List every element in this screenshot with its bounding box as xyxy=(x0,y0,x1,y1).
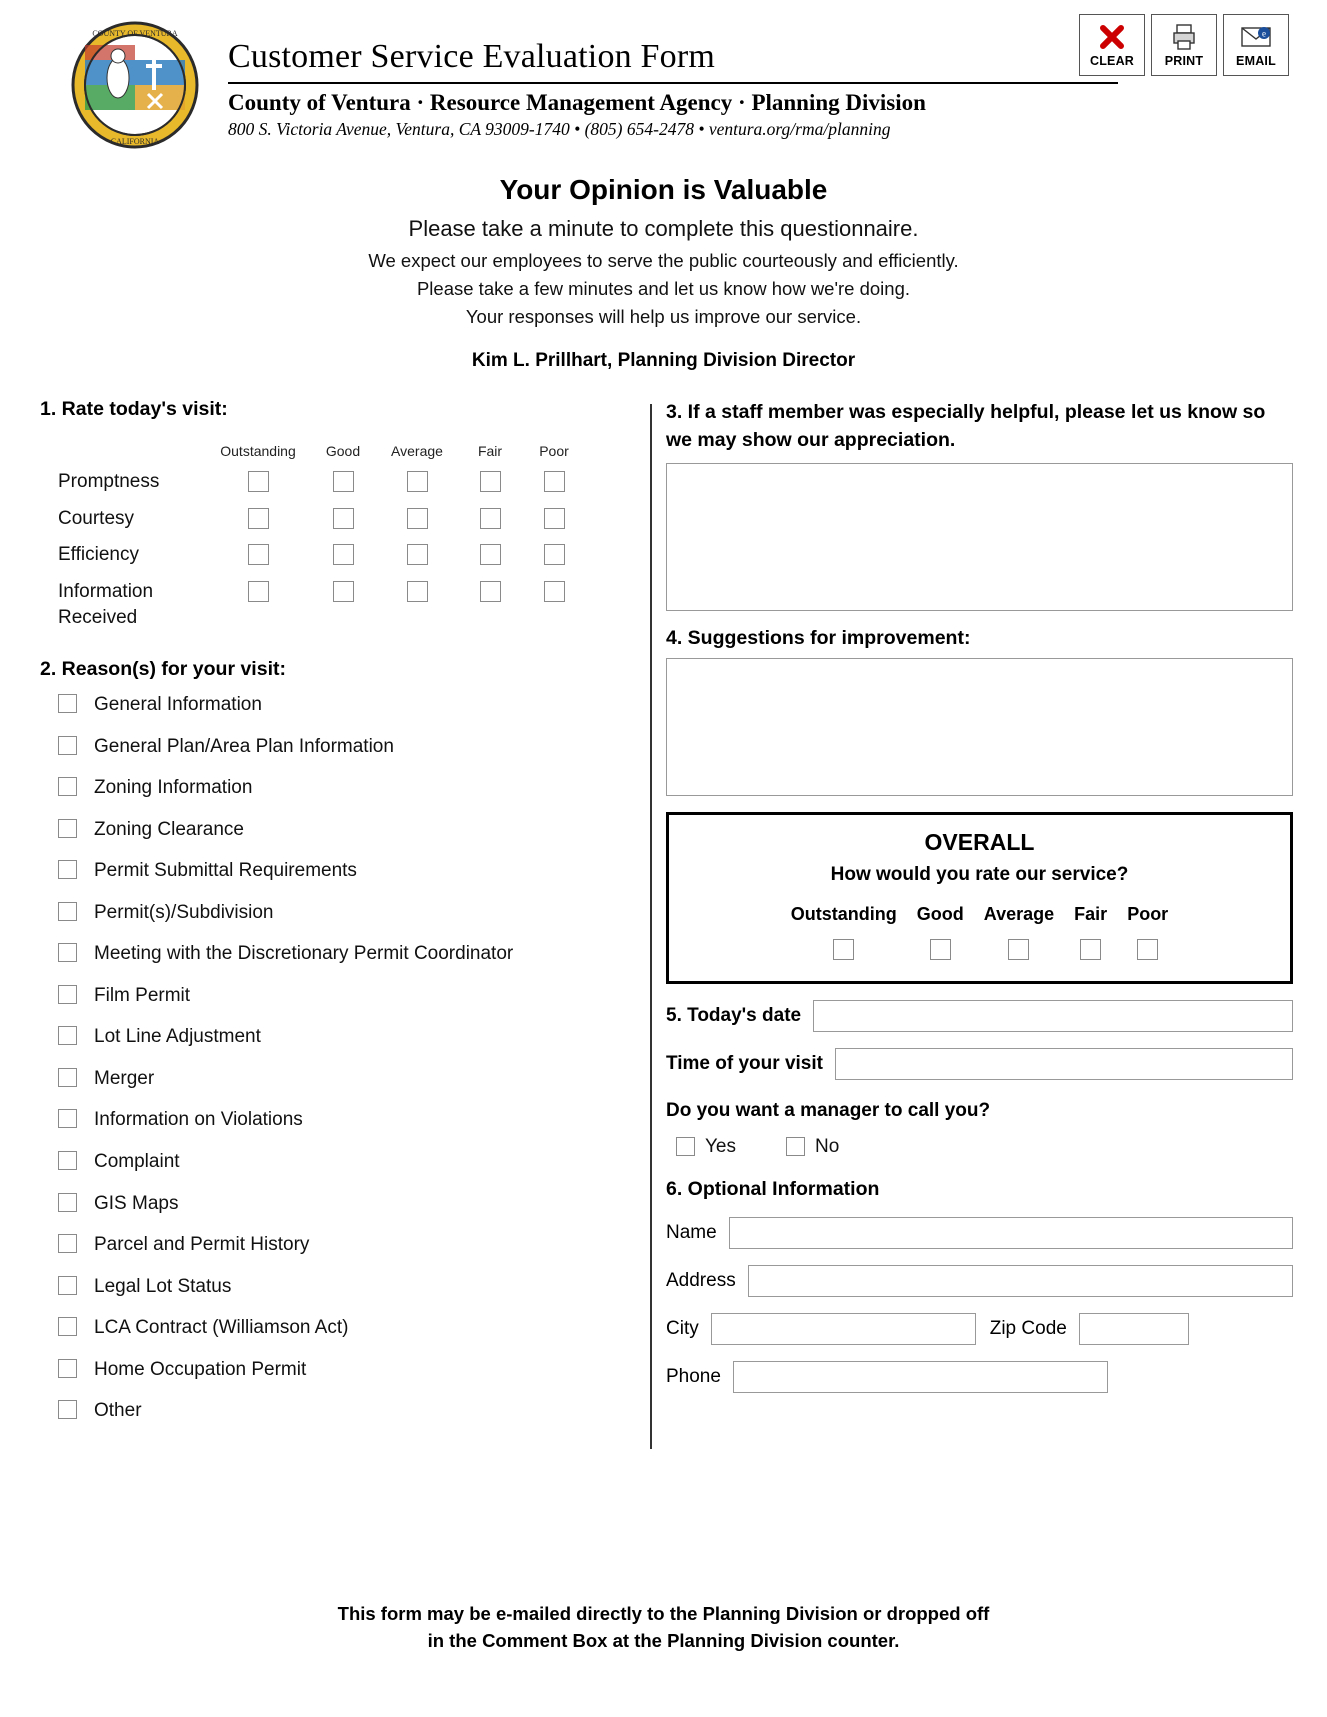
q4-title: 4. Suggestions for improvement: xyxy=(666,626,971,649)
rating-cell[interactable] xyxy=(208,506,308,529)
q2-section xyxy=(40,658,632,1425)
q1-title: 1. Rate today's visit: xyxy=(40,398,228,420)
rating-scale-outstanding: Outstanding xyxy=(220,443,296,459)
address-input[interactable] xyxy=(748,1265,1293,1297)
print-button[interactable] xyxy=(1151,14,1217,76)
date-row xyxy=(666,1000,1293,1032)
envelope-icon xyxy=(1241,20,1271,54)
overall-option-fair[interactable] xyxy=(1064,904,1117,965)
manager-call-yes[interactable] xyxy=(666,1136,736,1158)
rating-scale-header xyxy=(208,443,632,459)
checkbox-courtesy-average[interactable] xyxy=(407,508,428,529)
reason-merger[interactable] xyxy=(58,1065,632,1093)
director-name: Kim L. Prillhart, Planning Division Director xyxy=(471,350,856,371)
svg-text:CALIFORNIA: CALIFORNIA xyxy=(110,137,160,146)
checkbox-courtesy-good[interactable] xyxy=(333,508,354,529)
reason-label: Legal Lot Status xyxy=(94,1275,232,1297)
rating-scale-good: Good xyxy=(325,443,361,459)
date-label: 5. Today's date xyxy=(666,1004,802,1026)
reason-label: Film Permit xyxy=(94,984,191,1006)
checkbox-information-good[interactable] xyxy=(333,581,354,602)
checkbox-film-permit[interactable] xyxy=(58,985,77,1004)
intro-heading: Your Opinion is Valuable xyxy=(499,174,828,205)
rating-cell[interactable] xyxy=(308,579,378,602)
rating-cell[interactable] xyxy=(208,469,308,492)
manager-call-no-label: No xyxy=(815,1135,840,1157)
email-button[interactable] xyxy=(1223,14,1289,76)
name-row xyxy=(666,1217,1293,1249)
manager-call-yes-label: Yes xyxy=(705,1135,736,1157)
overall-option-good[interactable] xyxy=(907,904,974,965)
reason-legal-lot-status[interactable] xyxy=(58,1273,632,1301)
checkbox-efficiency-fair[interactable] xyxy=(480,544,501,565)
rating-cell[interactable] xyxy=(308,542,378,565)
intro-line-2: Please take a few minutes and let us know how we're doing. xyxy=(416,278,911,299)
rating-cell[interactable] xyxy=(456,579,524,602)
reason-label: Information on Violations xyxy=(94,1109,303,1131)
email-button-label: EMAIL xyxy=(1236,54,1276,68)
checkbox-other[interactable] xyxy=(58,1400,77,1419)
reason-label: Lot Line Adjustment xyxy=(94,1026,261,1048)
reason-label: Meeting with the Discretionary Permit Coordinator xyxy=(94,943,514,965)
reason-information-on-violations[interactable] xyxy=(58,1106,632,1134)
checkbox-general-information[interactable] xyxy=(58,694,77,713)
page-header xyxy=(0,0,1327,150)
left-column xyxy=(40,398,650,1449)
clear-button-label: CLEAR xyxy=(1089,54,1135,68)
print-button-label: PRINT xyxy=(1164,54,1204,68)
reason-label: GIS Maps xyxy=(94,1192,179,1214)
rating-cell[interactable] xyxy=(208,542,308,565)
reason-label: Permit Submittal Requirements xyxy=(94,860,357,882)
checkbox-manager-call-yes[interactable] xyxy=(676,1137,695,1156)
agency-line: County of Ventura · Resource Management Agency · Planning Division xyxy=(228,90,926,115)
city-input[interactable] xyxy=(711,1313,976,1345)
rating-cell[interactable] xyxy=(456,469,524,492)
overall-scale xyxy=(679,904,1280,965)
reason-general-information[interactable] xyxy=(58,691,632,719)
reason-label: Merger xyxy=(94,1067,155,1089)
q3-title: 3. If a staff member was especially helpful, please let us know so we may show our appreciation. xyxy=(666,401,1266,452)
overall-option-poor[interactable] xyxy=(1117,904,1178,965)
reason-label: LCA Contract (Williamson Act) xyxy=(94,1317,349,1339)
checkbox-overall-average[interactable] xyxy=(1008,939,1029,960)
overall-label-outstanding: Outstanding xyxy=(790,903,897,924)
reason-film-permit[interactable] xyxy=(58,982,632,1010)
footer-line-2: in the Comment Box at the Planning Division counter. xyxy=(427,1630,900,1652)
checkbox-efficiency-average[interactable] xyxy=(407,544,428,565)
rating-cell[interactable] xyxy=(208,579,308,602)
svg-text:COUNTY OF VENTURA: COUNTY OF VENTURA xyxy=(92,29,178,38)
name-input[interactable] xyxy=(729,1217,1293,1249)
checkbox-efficiency-poor[interactable] xyxy=(544,544,565,565)
checkbox-complaint[interactable] xyxy=(58,1151,77,1170)
rating-cell[interactable] xyxy=(524,506,584,529)
checkbox-legal-lot-status[interactable] xyxy=(58,1276,77,1295)
rating-cell[interactable] xyxy=(524,542,584,565)
county-of-ventura-seal-icon xyxy=(70,20,200,150)
reason-label: Parcel and Permit History xyxy=(94,1234,310,1256)
reason-label: General Plan/Area Plan Information xyxy=(94,735,394,757)
q4-textarea[interactable] xyxy=(666,658,1293,796)
name-label: Name xyxy=(666,1221,717,1243)
checkbox-promptness-poor[interactable] xyxy=(544,471,565,492)
reason-label: General Information xyxy=(94,693,262,715)
rating-row-promptness xyxy=(58,469,632,496)
city-label: City xyxy=(666,1317,699,1339)
rating-grid xyxy=(58,443,632,632)
address-label: Address xyxy=(666,1269,736,1291)
reason-gis-maps[interactable] xyxy=(58,1190,632,1218)
rating-scale-poor: Poor xyxy=(539,443,569,459)
rating-cell[interactable] xyxy=(524,579,584,602)
footer-line-1: This form may be e-mailed directly to the Planning Division or dropped off xyxy=(337,1602,990,1624)
column-divider xyxy=(650,404,652,1449)
checkbox-information-fair[interactable] xyxy=(480,581,501,602)
rating-cell[interactable] xyxy=(456,506,524,529)
checkbox-efficiency-outstanding[interactable] xyxy=(248,544,269,565)
overall-option-average[interactable] xyxy=(974,904,1064,965)
checkbox-permits-subdivision[interactable] xyxy=(58,902,77,921)
rating-row-courtesy xyxy=(58,506,632,533)
reason-lca-contract-williamson-act[interactable] xyxy=(58,1314,632,1342)
manager-call-no[interactable] xyxy=(776,1136,839,1158)
checkbox-manager-call-no[interactable] xyxy=(786,1137,805,1156)
phone-label: Phone xyxy=(666,1365,721,1387)
checkbox-promptness-outstanding[interactable] xyxy=(248,471,269,492)
checkbox-overall-outstanding[interactable] xyxy=(833,939,854,960)
clear-button[interactable] xyxy=(1079,14,1145,76)
overall-title: OVERALL xyxy=(924,828,1035,855)
page-footer xyxy=(0,1600,1327,1656)
reason-label: Permit(s)/Subdivision xyxy=(94,901,274,923)
right-column xyxy=(666,398,1293,1449)
checkbox-information-poor[interactable] xyxy=(544,581,565,602)
rating-scale-fair: Fair xyxy=(477,443,503,459)
reason-permit-submittal-requirements[interactable] xyxy=(58,857,632,885)
page-title: Customer Service Evaluation Form xyxy=(228,38,716,75)
intro-lead: Please take a minute to complete this questionnaire. xyxy=(408,216,919,241)
phone-input[interactable] xyxy=(733,1361,1108,1393)
q6-title: 6. Optional Information xyxy=(666,1177,880,1200)
checkbox-promptness-good[interactable] xyxy=(333,471,354,492)
manager-call-question: Do you want a manager to call you? xyxy=(666,1099,991,1121)
checkbox-gis-maps[interactable] xyxy=(58,1193,77,1212)
reason-label: Other xyxy=(94,1400,142,1422)
reason-label: Complaint xyxy=(94,1150,180,1172)
red-x-icon xyxy=(1099,20,1125,54)
checkbox-information-on-violations[interactable] xyxy=(58,1109,77,1128)
checkbox-information-average[interactable] xyxy=(407,581,428,602)
time-input[interactable] xyxy=(835,1048,1293,1080)
q3-textarea[interactable] xyxy=(666,463,1293,611)
overall-label-average: Average xyxy=(983,903,1055,924)
reason-general-plan-area-plan-information[interactable] xyxy=(58,733,632,761)
time-label: Time of your visit xyxy=(666,1052,823,1074)
city-zip-row xyxy=(666,1313,1293,1345)
reason-zoning-clearance[interactable] xyxy=(58,816,632,844)
address-line: 800 S. Victoria Avenue, Ventura, CA 93009-1740 • (805) 654-2478 • ventura.org/rma/planning xyxy=(228,119,891,139)
checkbox-zoning-clearance[interactable] xyxy=(58,819,77,838)
checkbox-merger[interactable] xyxy=(58,1068,77,1087)
header-rule xyxy=(228,82,1118,84)
reason-permits-subdivision[interactable] xyxy=(58,899,632,927)
intro-line-3: Your responses will help us improve our service. xyxy=(465,306,862,327)
intro-section xyxy=(0,174,1327,372)
rating-label-information-received: Information Received xyxy=(58,580,154,629)
form-body xyxy=(0,398,1327,1449)
checkbox-lot-line-adjustment[interactable] xyxy=(58,1026,77,1045)
checkbox-permit-submittal-requirements[interactable] xyxy=(58,860,77,879)
checkbox-promptness-fair[interactable] xyxy=(480,471,501,492)
reason-parcel-and-permit-history[interactable] xyxy=(58,1231,632,1259)
checkbox-general-plan-information[interactable] xyxy=(58,736,77,755)
q2-title: 2. Reason(s) for your visit: xyxy=(40,657,286,680)
rating-cell[interactable] xyxy=(378,542,456,565)
phone-row xyxy=(666,1361,1293,1393)
reason-home-occupation-permit[interactable] xyxy=(58,1356,632,1384)
rating-cell[interactable] xyxy=(378,469,456,492)
rating-cell[interactable] xyxy=(456,542,524,565)
checkbox-overall-poor[interactable] xyxy=(1137,939,1158,960)
checkbox-zoning-information[interactable] xyxy=(58,777,77,796)
manager-call-options xyxy=(666,1136,1293,1158)
reason-other[interactable] xyxy=(58,1397,632,1425)
rating-cell[interactable] xyxy=(308,469,378,492)
rating-scale-average: Average xyxy=(391,443,443,459)
rating-cell[interactable] xyxy=(378,579,456,602)
checkbox-meeting-discretionary-permit-coordinator[interactable] xyxy=(58,943,77,962)
rating-cell[interactable] xyxy=(378,506,456,529)
zip-label: Zip Code xyxy=(989,1317,1067,1339)
reason-zoning-information[interactable] xyxy=(58,774,632,802)
rating-row-efficiency xyxy=(58,542,632,569)
time-row xyxy=(666,1048,1293,1080)
overall-label-good: Good xyxy=(916,903,964,924)
checkbox-promptness-average[interactable] xyxy=(407,471,428,492)
rating-label-courtesy: Courtesy xyxy=(58,507,135,529)
rating-cell[interactable] xyxy=(524,469,584,492)
address-row xyxy=(666,1265,1293,1297)
overall-label-poor: Poor xyxy=(1127,903,1169,924)
checkbox-courtesy-fair[interactable] xyxy=(480,508,501,529)
zip-input[interactable] xyxy=(1079,1313,1189,1345)
rating-row-information-received xyxy=(58,579,632,632)
checkbox-overall-good[interactable] xyxy=(930,939,951,960)
rating-label-promptness: Promptness xyxy=(58,471,160,492)
reason-label: Home Occupation Permit xyxy=(94,1358,307,1380)
checkbox-overall-fair[interactable] xyxy=(1080,939,1101,960)
date-input[interactable] xyxy=(813,1000,1293,1032)
overall-rating-box xyxy=(666,812,1293,984)
checkbox-lca-contract[interactable] xyxy=(58,1317,77,1336)
checkbox-home-occupation-permit[interactable] xyxy=(58,1359,77,1378)
rating-label-efficiency: Efficiency xyxy=(58,544,139,566)
reason-lot-line-adjustment[interactable] xyxy=(58,1023,632,1051)
printer-icon xyxy=(1171,20,1197,54)
overall-option-outstanding[interactable] xyxy=(781,904,907,965)
overall-label-fair: Fair xyxy=(1074,903,1108,924)
reason-meeting-discretionary-permit-coordinator[interactable] xyxy=(58,940,632,968)
rating-cell[interactable] xyxy=(308,506,378,529)
svg-text:e: e xyxy=(1262,28,1266,39)
checkbox-courtesy-outstanding[interactable] xyxy=(248,508,269,529)
reason-label: Zoning Information xyxy=(94,777,253,799)
header-button-group xyxy=(1079,14,1289,76)
checkbox-efficiency-good[interactable] xyxy=(333,544,354,565)
checkbox-information-outstanding[interactable] xyxy=(248,581,269,602)
reason-complaint[interactable] xyxy=(58,1148,632,1176)
checkbox-parcel-and-permit-history[interactable] xyxy=(58,1234,77,1253)
checkbox-courtesy-poor[interactable] xyxy=(544,508,565,529)
reason-label: Zoning Clearance xyxy=(94,818,244,840)
overall-subtitle: How would you rate our service? xyxy=(830,863,1129,885)
intro-line-1: We expect our employees to serve the public courteously and efficiently. xyxy=(368,250,959,271)
